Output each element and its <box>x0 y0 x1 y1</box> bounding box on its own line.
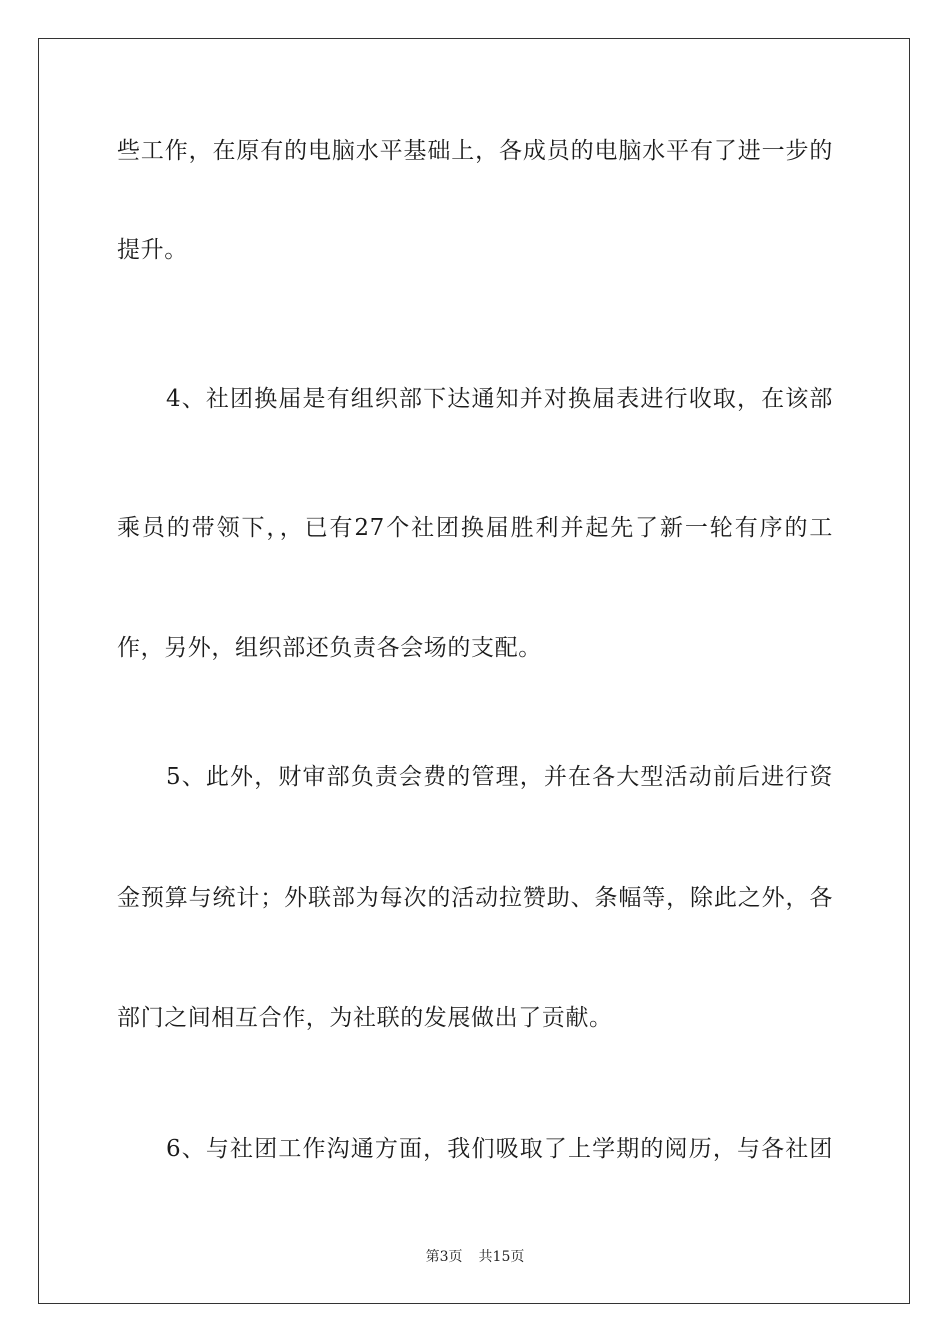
paragraph-line: 提升。 <box>117 237 188 263</box>
paragraph-line: 5、此外，财审部负责会费的管理，并在各大型活动前后进行资 <box>166 764 833 790</box>
paragraph-line: 乘员的带领下，，已有27个社团换届胜利并起先了新一轮有序的工 <box>117 515 833 541</box>
paragraph-line: 部门之间相互合作，为社联的发展做出了贡献。 <box>117 1005 613 1031</box>
paragraph-line: 作，另外，组织部还负责各会场的支配。 <box>117 635 542 661</box>
paragraph-line: 些工作，在原有的电脑水平基础上，各成员的电脑水平有了进一步的 <box>117 138 833 164</box>
page-number: 第3页 <box>425 1249 463 1265</box>
paragraph-line: 4、社团换届是有组织部下达通知并对换届表进行收取，在该部 <box>166 386 833 412</box>
total-pages: 共15页 <box>478 1249 525 1265</box>
page-footer <box>0 1248 950 1266</box>
page-border <box>38 38 910 1304</box>
paragraph-line: 6、与社团工作沟通方面，我们吸取了上学期的阅历，与各社团 <box>166 1136 833 1162</box>
paragraph-line: 金预算与统计；外联部为每次的活动拉赞助、条幅等，除此之外，各 <box>117 885 833 911</box>
